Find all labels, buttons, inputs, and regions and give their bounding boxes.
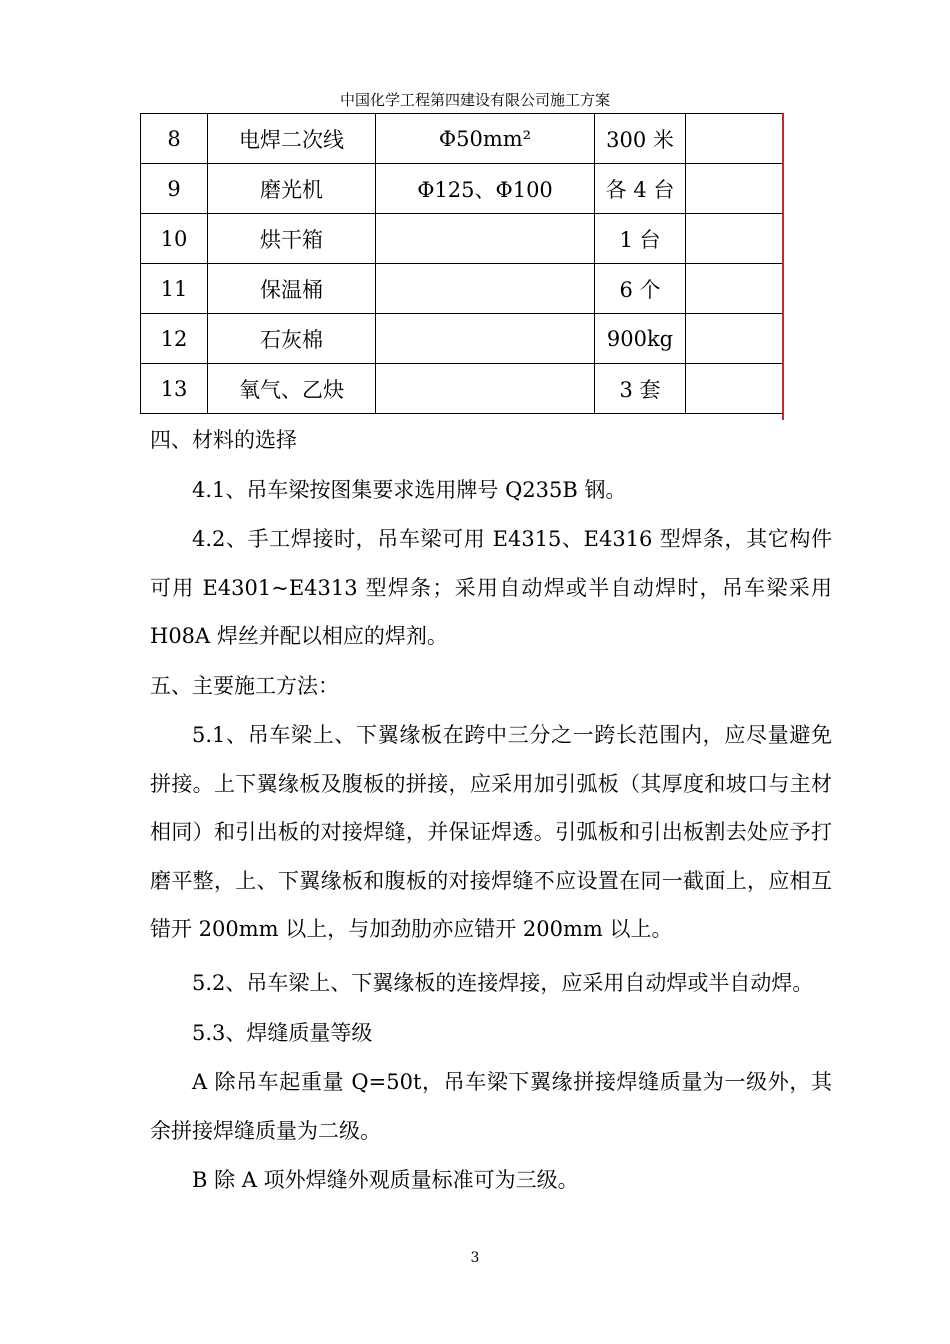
table-row <box>141 114 784 164</box>
item-name: 氧气、乙炔 <box>208 364 376 414</box>
paragraph-4-1: 4.1、吊车梁按图集要求选用牌号 Q235B 钢。 <box>192 478 627 502</box>
paragraph-5-1: 5.1、吊车梁上、下翼缘板在跨中三分之一跨长范围内，应尽量避免拼接。上下翼缘板及腹板的拼接，应采用加引弧板（其厚度和坡口与主材相同）和引出板的对接焊缝，并保证焊透。引弧板和引出板割去处应予打磨平整，上、下翼缘板和腹板的对接焊缝不应设置在同一截面上，应相互错开 200mm 以上，与加劲肋亦应错开 200mm 以上。 <box>150 723 832 941</box>
paragraph-5-2: 5.2、吊车梁上、下翼缘板的连接焊接，应采用自动焊或半自动焊。 <box>192 971 814 995</box>
item-name: 电焊二次线 <box>208 114 376 164</box>
paragraph-b: B 除 A 项外焊缝外观质量标准可为三级。 <box>192 1168 579 1192</box>
item-spec: Φ125、Φ100 <box>376 164 595 214</box>
item-name: 烘干箱 <box>208 214 376 264</box>
item-quantity: 3 套 <box>595 364 686 414</box>
item-quantity: 1 台 <box>595 214 686 264</box>
item-quantity: 900kg <box>595 314 686 364</box>
table-row <box>141 314 784 364</box>
page-header: 中国化学工程第四建设有限公司施工方案 <box>339 91 610 109</box>
item-note <box>686 164 784 214</box>
item-note <box>686 114 784 164</box>
row-number: 8 <box>141 114 208 164</box>
item-quantity: 6 个 <box>595 264 686 314</box>
page-number: 3 <box>470 1250 480 1266</box>
item-name: 保温桶 <box>208 264 376 314</box>
equipment-table <box>140 113 784 414</box>
row-number: 10 <box>141 214 208 264</box>
item-note <box>686 264 784 314</box>
item-name: 磨光机 <box>208 164 376 214</box>
item-quantity: 300 米 <box>595 114 686 164</box>
table-row <box>141 364 784 414</box>
item-name: 石灰棉 <box>208 314 376 364</box>
table-row <box>141 214 784 264</box>
paragraph-4-2: 4.2、手工焊接时，吊车梁可用 E4315、E4316 型焊条，其它构件可用 E4301~E4313 型焊条；采用自动焊或半自动焊时，吊车梁采用 H08A 焊丝并配以相应的焊剂。 <box>150 527 832 648</box>
paragraph-5-3: 5.3、焊缝质量等级 <box>192 1021 373 1045</box>
section-5-heading: 五、主要施工方法： <box>150 674 339 698</box>
row-number: 13 <box>141 364 208 414</box>
row-number: 11 <box>141 264 208 314</box>
item-spec <box>376 214 595 264</box>
table-row <box>141 264 784 314</box>
item-spec: Φ50mm² <box>376 114 595 164</box>
table-edge-marker <box>782 113 784 420</box>
item-spec <box>376 364 595 414</box>
row-number: 12 <box>141 314 208 364</box>
section-4-heading: 四、材料的选择 <box>150 428 297 452</box>
item-note <box>686 364 784 414</box>
item-quantity: 各 4 台 <box>595 164 686 214</box>
item-note <box>686 314 784 364</box>
item-spec <box>376 314 595 364</box>
item-spec <box>376 264 595 314</box>
row-number: 9 <box>141 164 208 214</box>
table-row <box>141 164 784 214</box>
item-note <box>686 214 784 264</box>
paragraph-a: A 除吊车起重量 Q=50t，吊车梁下翼缘拼接焊缝质量为一级外，其余拼接焊缝质量为二级。 <box>150 1070 832 1143</box>
